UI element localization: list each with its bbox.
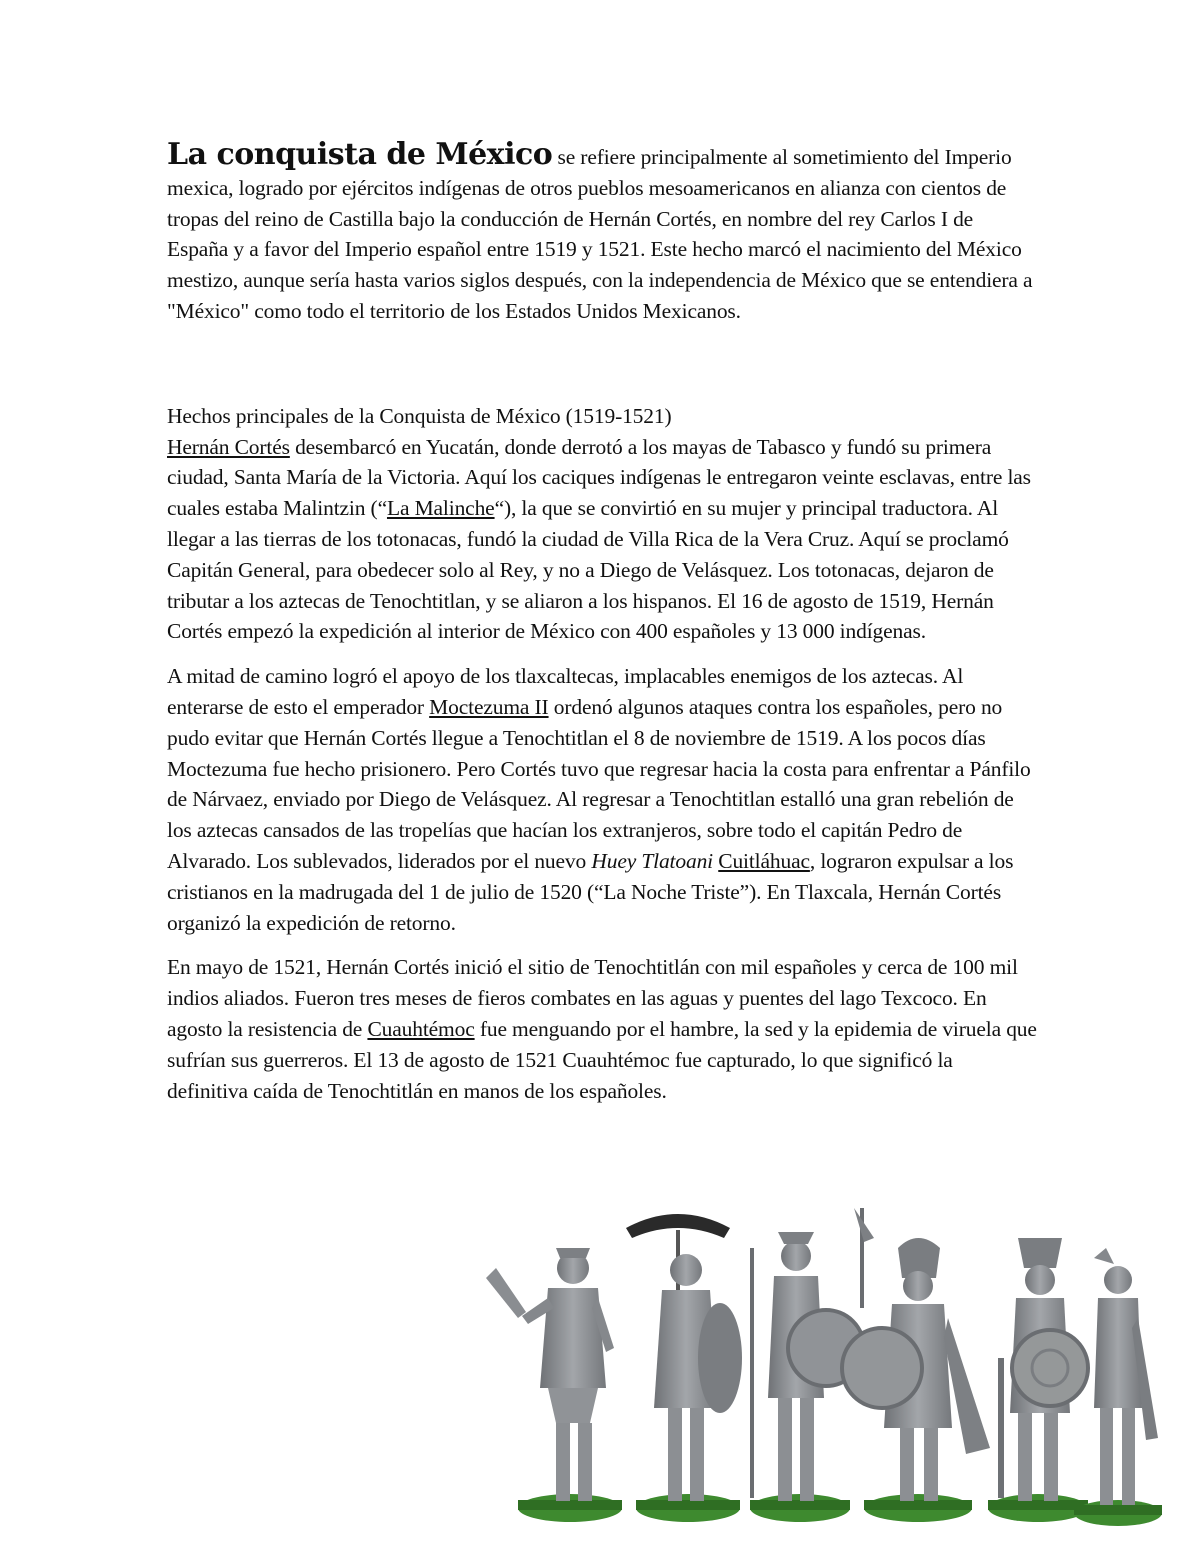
link-cuauhtemoc[interactable]: Cuauhtémoc — [367, 1016, 475, 1041]
figurine-6 — [1074, 1248, 1162, 1526]
section-title: Hechos principales de la Conquista de México (1519-1521) — [167, 403, 672, 428]
lead-term: La conquista de México — [167, 137, 553, 172]
figurine-4 — [842, 1208, 990, 1522]
paragraph-1 — [167, 432, 1037, 648]
link-cuitlahuac[interactable]: Cuitláhuac — [718, 848, 810, 873]
intro-text: se refiere principalmente al sometimiento del Imperio mexica, logrado por ejércitos indígenas de otros pueblos mesoamericanos en alianza con cientos de tropas del reino de Castilla bajo la conducción de Hernán Cortés, en nombre del rey Carlos I de España y a favor del Imperio español entre 1519 y 1521. Este hecho marcó el nacimiento del México mestizo, aunque sería hasta varios siglos después, con la independencia de México que se entendiera a "México" como todo el territorio de los Estados Unidos Mexicanos. — [167, 145, 1033, 323]
intro-paragraph — [167, 137, 1037, 327]
figurine-1 — [486, 1248, 622, 1522]
aztec-warrior-figurines-image — [478, 1208, 1168, 1548]
paragraph-2-text-c: , lograron expulsar a los cristianos en la madrugada del 1 de julio de 1520 (“La Noche Triste”). En Tlaxcala, Hernán Cortés organizó la expedición de retorno. — [167, 848, 1014, 935]
figurine-2 — [626, 1214, 754, 1522]
link-la-malinche[interactable]: La Malinche — [386, 496, 495, 521]
paragraph-2-text-b: ordenó algunos ataques contra los españoles, pero no pudo evitar que Hernán Cortés llegue a Tenochtitlan el 8 de noviembre de 1519. A los pocos días Moctezuma fue hecho prisionero. Pero Cortés tuvo que regresar hacia la costa para enfrentar a Pánfilo de Nárvaez, enviado por Diego de Velásquez. Al regresar a Tenochtitlan estalló una gran rebelión de los aztecas cansados de las tropelías que hacían los extranjeros, sobre todo el capitán Pedro de Alvarado. Los sublevados, liderados por el nuevo — [167, 694, 1031, 873]
link-hernan-cortes[interactable]: Hernán Cortés — [167, 434, 290, 459]
paragraph-2 — [167, 661, 1037, 938]
paragraph-3-text-b: fue menguando por el hambre, la sed y la epidemia de viruela que sufrían sus guerreros. El 13 de agosto de 1521 Cuauhtémoc fue capturado, lo que significó la definitiva caída de Tenochtitlán en manos de los españoles. — [167, 1016, 1037, 1103]
huey-tlatoani-term: Huey Tlatoani — [591, 848, 714, 873]
document-body — [167, 137, 1037, 1120]
figurine-5 — [988, 1238, 1088, 1522]
paragraph-3 — [167, 952, 1037, 1106]
paragraph-1-text-a: desembarcó en Yucatán, donde derrotó a los mayas de Tabasco y fundó su primera ciudad, Santa María de la Victoria. Aquí los caciques indígenas le entregaron veinte esclavas, entre las cuales estaba Malintzin (“ — [167, 434, 1031, 521]
paragraph-1-text-b: “), la que se convirtió en su mujer y principal traductora. Al llegar a las tierras de los totonacas, fundó la ciudad de Villa Rica de la Vera Cruz. Aquí se proclamó Capitán General, para obedecer solo al Rey, y no a Diego de Velásquez. Los totonacas, dejaron de tributar a los aztecas de Tenochtitlan, y se aliaron a los hispanos. El 16 de agosto de 1519, Hernán Cortés empezó la expedición al interior de México con 400 españoles y 13 000 indígenas. — [167, 496, 1009, 644]
link-moctezuma[interactable]: Moctezuma II — [429, 694, 549, 719]
paragraph-3-text-a: En mayo de 1521, Hernán Cortés inició el sitio de Tenochtitlán con mil españoles y cerca de 100 mil indios aliados. Fueron tres meses de fieros combates en las aguas y puentes del lago Texcoco. En agosto la resistencia de — [167, 955, 1018, 1041]
paragraph-2-text-a: A mitad de camino logró el apoyo de los tlaxcaltecas, implacables enemigos de los aztecas. Al enterarse de esto el emperador — [167, 664, 964, 719]
